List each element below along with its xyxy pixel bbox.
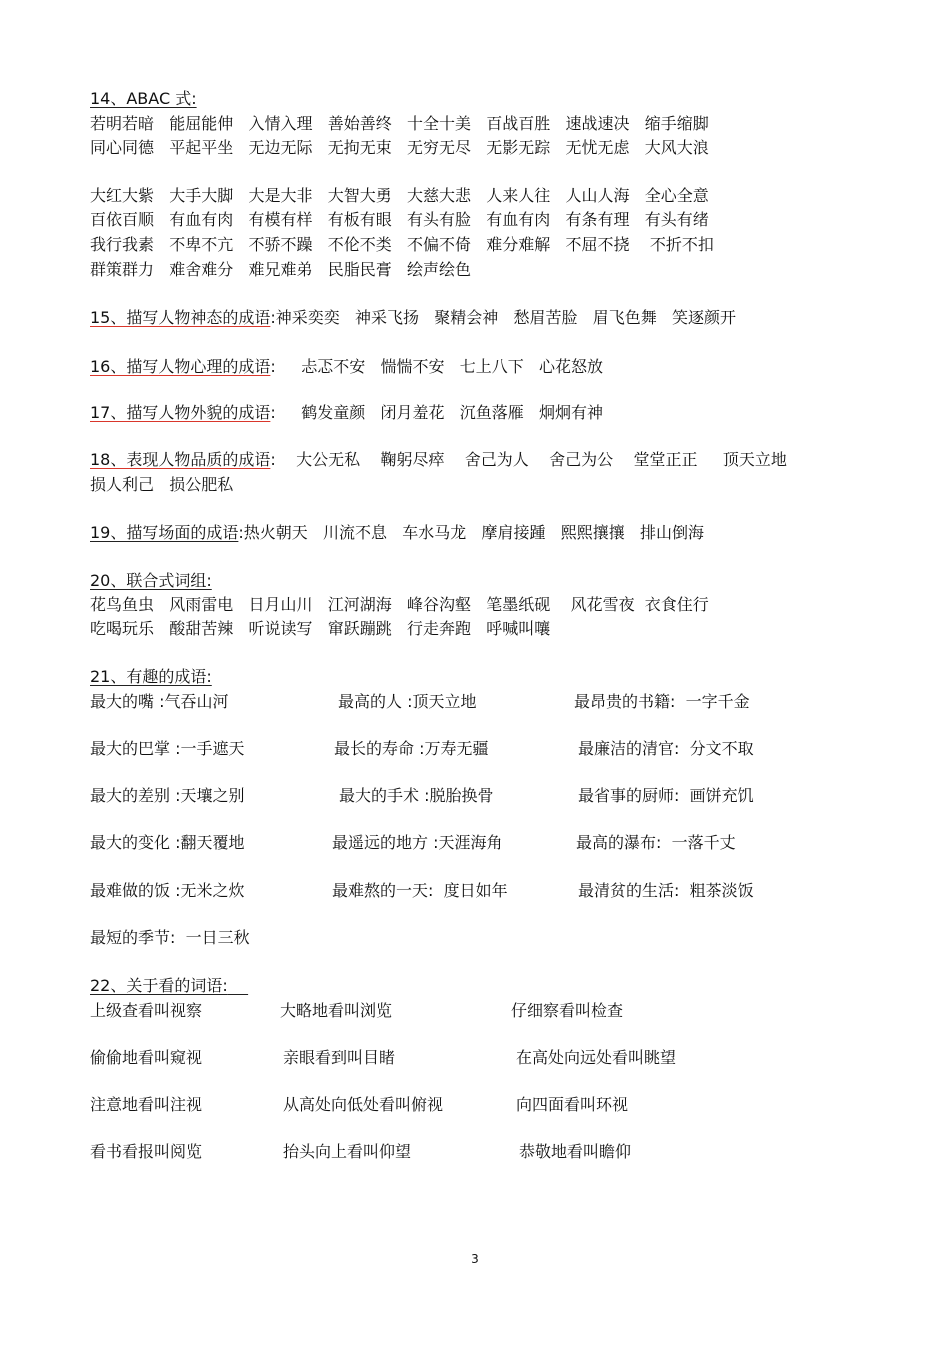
fun-idiom-cell: 最廉洁的清官: 分文不取 (578, 739, 754, 758)
fun-idiom-cell: 最大的嘴 :气吞山河 (90, 692, 229, 711)
look-word-cell: 亲眼看到叫目睹 (283, 1048, 396, 1067)
section-17 (90, 403, 603, 423)
look-word-cell: 看书看报叫阅览 (90, 1142, 203, 1161)
fun-idiom-cell: 最清贫的生活: 粗茶淡饭 (578, 881, 754, 900)
section-18-title: 18、表现人物品质的成语 (90, 450, 271, 469)
fun-idiom-cell: 最遥远的地方 :天涯海角 (332, 833, 503, 852)
look-word-cell: 从高处向低处看叫俯视 (283, 1095, 444, 1114)
fun-idiom-cell: 最短的季节: 一日三秋 (90, 928, 250, 947)
section-15 (90, 308, 736, 328)
section-22-title: 22、关于看的词语: (90, 976, 228, 995)
section-14-line-2: 同心同德 平起平坐 无边无际 无拘无束 无穷无尽 无影无踪 无忧无虑 大风大浪 (90, 138, 709, 157)
section-14-line-4: 百依百顺 有血有肉 有模有样 有板有眼 有头有脸 有血有肉 有条有理 有头有绪 (90, 210, 709, 229)
section-19-text: :热火朝天 川流不息 车水马龙 摩肩接踵 熙熙攘攘 排山倒海 (238, 523, 705, 542)
fun-idiom-cell: 最省事的厨师: 画饼充饥 (578, 786, 754, 805)
section-15-title: 15、描写人物神态的成语 (90, 308, 271, 327)
section-20-title: 20、联合式词组: (90, 571, 212, 590)
fun-idiom-cell: 最昂贵的书籍: 一字千金 (574, 692, 750, 711)
section-20-line-1: 花鸟鱼虫 风雨雷电 日月山川 江河湖海 峰谷沟壑 笔墨纸砚 风花雪夜 衣食住行 (90, 595, 709, 614)
fun-idiom-cell: 最大的巴掌 :一手遮天 (90, 739, 245, 758)
section-14-line-1: 若明若暗 能屈能伸 入情入理 善始善终 十全十美 百战百胜 速战速决 缩手缩脚 (90, 114, 709, 133)
section-21-title: 21、有趣的成语: (90, 667, 212, 686)
look-word-cell: 恭敬地看叫瞻仰 (519, 1142, 632, 1161)
section-15-text: :神采奕奕 神采飞扬 聚精会神 愁眉苦脸 眉飞色舞 笑逐颜开 (270, 308, 737, 327)
fun-idiom-cell: 最长的寿命 :万寿无疆 (334, 739, 489, 758)
look-word-cell: 仔细察看叫检查 (511, 1001, 624, 1020)
section-18 (90, 450, 787, 470)
section-14-title: 14、ABAC 式: (90, 89, 197, 108)
section-16-text: : 忐忑不安 惴惴不安 七上八下 心花怒放 (270, 357, 603, 376)
look-word-cell: 在高处向远处看叫眺望 (516, 1048, 677, 1067)
section-14-line-3: 大红大紫 大手大脚 大是大非 大智大勇 大慈大悲 人来人往 人山人海 全心全意 (90, 186, 709, 205)
section-19 (90, 523, 704, 543)
page-number: 3 (471, 1252, 479, 1266)
look-word-cell: 大略地看叫浏览 (280, 1001, 393, 1020)
fun-idiom-cell: 最大的差别 :天壤之别 (90, 786, 245, 805)
fun-idiom-cell: 最大的变化 :翻天覆地 (90, 833, 245, 852)
section-14-line-5: 我行我素 不卑不亢 不骄不躁 不伦不类 不偏不倚 难分难解 不屈不挠 不折不扣 (90, 235, 714, 254)
section-17-text: : 鹤发童颜 闭月羞花 沉鱼落雁 炯炯有神 (270, 403, 603, 422)
fun-idiom-cell: 最难熬的一天: 度日如年 (332, 881, 508, 900)
section-16 (90, 357, 603, 377)
section-16-title: 16、描写人物心理的成语 (90, 357, 271, 376)
look-word-cell: 上级查看叫视察 (90, 1001, 203, 1020)
fun-idiom-cell: 最大的手术 :脱胎换骨 (339, 786, 494, 805)
fun-idiom-cell: 最高的人 :顶天立地 (338, 692, 477, 711)
section-19-title: 19、描写场面的成语 (90, 523, 239, 542)
section-18-text: : 大公无私 鞠躬尽瘁 舍己为人 舍己为公 堂堂正正 顶天立地 (270, 450, 787, 469)
section-14-line-6: 群策群力 难舍难分 难兄难弟 民脂民膏 绘声绘色 (90, 260, 472, 279)
look-word-cell: 注意地看叫注视 (90, 1095, 203, 1114)
section-18-line-2: 损人利己 损公肥私 (90, 475, 234, 494)
fun-idiom-cell: 最难做的饭 :无米之炊 (90, 881, 245, 900)
section-17-title: 17、描写人物外貌的成语 (90, 403, 271, 422)
fun-idiom-cell: 最高的瀑布: 一落千丈 (576, 833, 736, 852)
section-20-line-2: 吃喝玩乐 酸甜苦辣 听说读写 窜跃蹦跳 行走奔跑 呼喊叫嚷 (90, 619, 551, 638)
look-word-cell: 抬头向上看叫仰望 (283, 1142, 412, 1161)
look-word-cell: 向四面看叫环视 (516, 1095, 629, 1114)
look-word-cell: 偷偷地看叫窥视 (90, 1048, 203, 1067)
